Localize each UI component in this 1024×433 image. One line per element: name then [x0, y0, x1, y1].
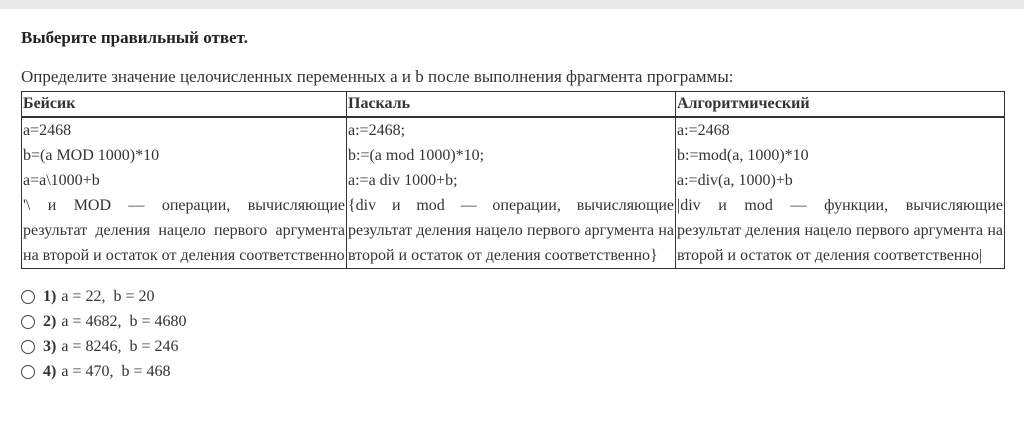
answer-number: 4)	[43, 363, 57, 380]
top-bar	[0, 0, 1024, 9]
code-line: b:=mod(a, 1000)*10	[677, 147, 809, 164]
code-table	[21, 91, 1005, 269]
code-line: a:=div(a, 1000)+b	[677, 172, 793, 189]
code-line: a=2468	[23, 122, 72, 139]
answer-number: 1)	[43, 288, 57, 305]
code-note: |div и mod — функции, вычисляющие результат деления нацело первого аргумента на второй и остаток от деления соответственно|	[677, 197, 1003, 264]
answer-number: 3)	[43, 338, 57, 355]
instruction-text: Выберите правильный ответ.	[21, 28, 248, 47]
answer-option-1[interactable]	[21, 284, 1006, 309]
table-row	[22, 117, 1005, 269]
code-line: b=(a MOD 1000)*10	[23, 147, 160, 164]
answer-text: a = 22, b = 20	[61, 288, 155, 305]
code-line: a=a\1000+b	[23, 172, 100, 189]
answer-option-3[interactable]	[21, 334, 1006, 359]
code-line: a:=2468;	[348, 122, 406, 139]
radio-button[interactable]	[21, 290, 35, 304]
radio-button[interactable]	[21, 315, 35, 329]
code-note: '\ и MOD — операции, вычисляющие результат деления нацело первого аргумента на второй и остаток от деления соответственно	[23, 197, 345, 264]
code-line: a:=2468	[677, 122, 730, 139]
header-pascal: Паскаль	[347, 92, 676, 118]
answer-option-4[interactable]	[21, 359, 1006, 384]
code-line: b:=(a mod 1000)*10;	[348, 147, 485, 164]
radio-button[interactable]	[21, 340, 35, 354]
answer-option-2[interactable]	[21, 309, 1006, 334]
question-block	[21, 27, 1006, 384]
code-cell-algorithmic	[676, 117, 1005, 269]
answer-text: a = 470, b = 468	[61, 363, 171, 380]
code-line: a:=a div 1000+b;	[348, 172, 458, 189]
header-algorithmic: Алгоритмический	[676, 92, 1005, 118]
answer-text: a = 8246, b = 246	[61, 338, 179, 355]
code-note: {div и mod — операции, вычисляющие результат деления нацело первого аргумента на второй и остаток от деления соответственно}	[348, 197, 674, 264]
code-cell-basic	[22, 117, 347, 269]
header-basic: Бейсик	[22, 92, 347, 118]
code-cell-pascal	[347, 117, 676, 269]
question-text: Определите значение целочисленных переменных a и b после выполнения фрагмента программы:	[21, 67, 734, 86]
answer-options	[21, 284, 1006, 384]
answer-number: 2)	[43, 313, 57, 330]
answer-text: a = 4682, b = 4680	[61, 313, 187, 330]
table-header-row	[22, 92, 1005, 118]
radio-button[interactable]	[21, 365, 35, 379]
